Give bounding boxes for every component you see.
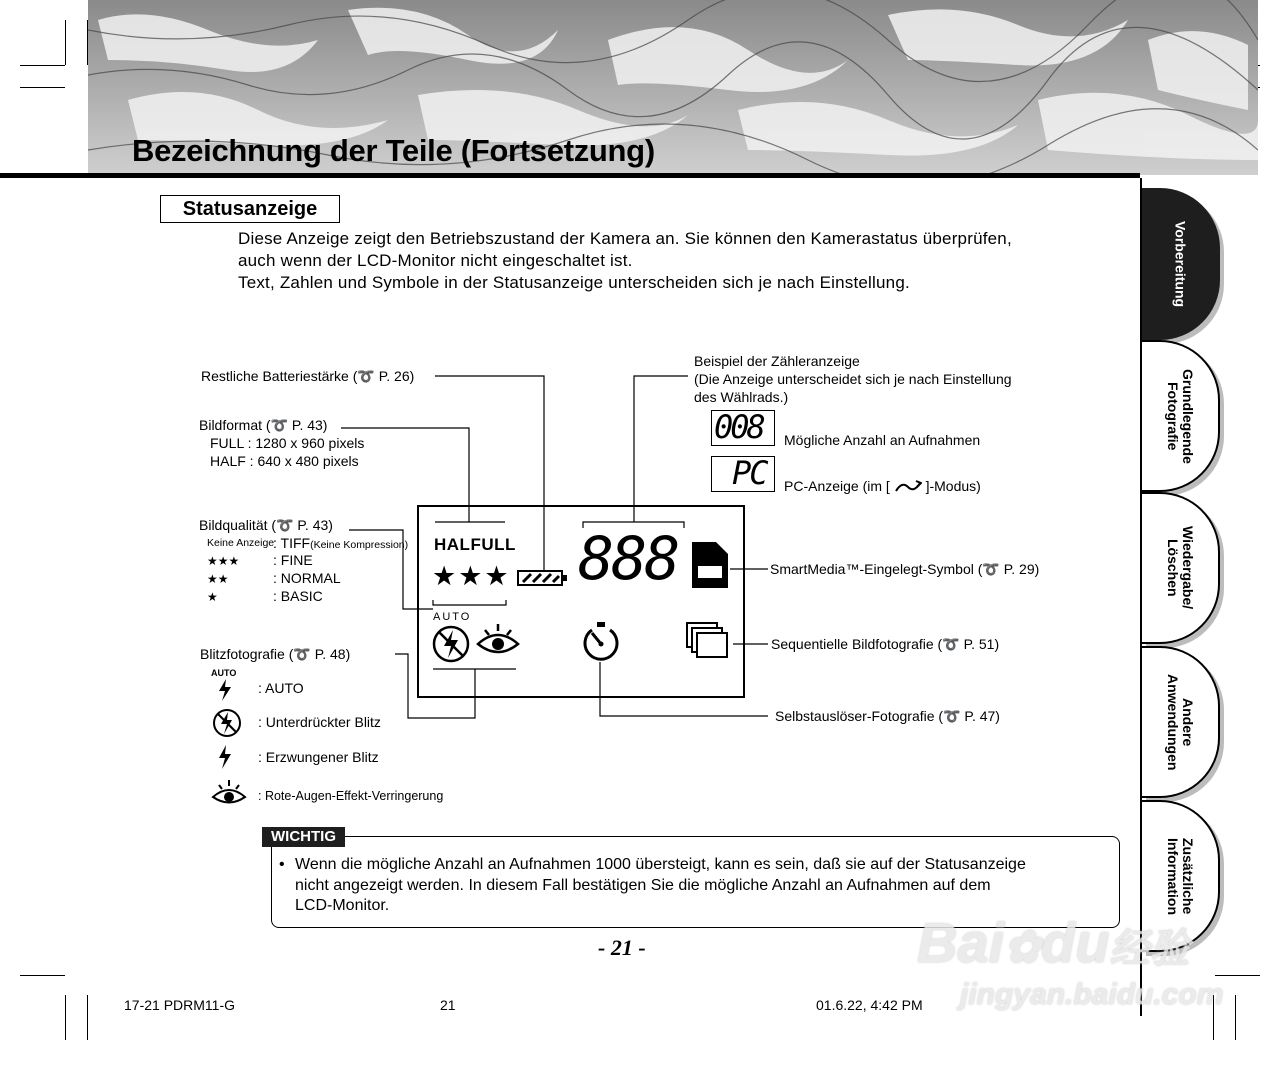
note-line: LCD-Monitor.: [295, 897, 390, 914]
format-half: HALF : 640 x 480 pixels: [210, 453, 359, 469]
flash-auto-small-label: AUTO: [211, 668, 237, 678]
flash-on-icon: [216, 744, 234, 770]
format-full: FULL : 1280 x 960 pixels: [210, 435, 365, 451]
watermark-logo-b: du: [1041, 911, 1110, 974]
note-bullet: •: [279, 856, 285, 873]
page-ref-arrow-icon: ➰: [293, 646, 311, 662]
pc-example-digits: PC: [732, 454, 767, 492]
counter-note: des Wählrads.): [694, 389, 789, 405]
bildqualitaet-label: [199, 517, 333, 533]
quality-2-key: ★★: [207, 572, 229, 586]
flash-auto-icon: [216, 678, 234, 702]
lcd-stars: ★★★: [432, 561, 511, 591]
smartmedia-ref: P. 29): [1003, 561, 1040, 577]
bildformat-text: Bildformat (: [199, 417, 271, 433]
blitz-label: [200, 646, 350, 662]
page-ref-arrow-icon: ➰: [982, 561, 1000, 577]
blitz-text: Blitzfotografie (: [200, 646, 294, 662]
selftimer-label: [775, 708, 1000, 724]
counter-title: Beispiel der Zähleranzeige: [694, 353, 860, 369]
footer-right: 01.6.22, 4:42 PM: [816, 997, 923, 1013]
battery-label: [201, 368, 414, 384]
page-ref-arrow-icon: ➰: [270, 417, 289, 433]
tab-label: Vorbereitung: [1172, 220, 1189, 308]
flash-off-icon: [431, 624, 471, 664]
red-eye-icon: [475, 620, 521, 660]
quality-3-key: ★★★: [207, 554, 240, 568]
flash-off-small-icon: [212, 708, 242, 738]
note-line: Wenn die mögliche Anzahl an Aufnahmen 1000 übersteigt, kann es sein, daß sie auf der Statusanzeige: [295, 856, 1026, 873]
smartmedia-text: SmartMedia™-Eingelegt-Symbol (: [770, 561, 983, 577]
battery-ref: P. 26): [378, 368, 415, 384]
pc-desc-a: PC-Anzeige (im [: [784, 478, 890, 494]
flash-auto-desc: : AUTO: [258, 680, 304, 696]
quality-3-val: : FINE: [273, 552, 313, 568]
counter-desc: Mögliche Anzahl an Aufnahmen: [784, 432, 981, 448]
red-eye-desc: : Rote-Augen-Effekt-Verringerung: [258, 789, 444, 803]
bildqualitaet-text: Bildqualität (: [199, 517, 277, 533]
intro-line: auch wenn der LCD-Monitor nicht eingeschaltet ist.: [238, 251, 633, 270]
battery-text: Restliche Batteriestärke (: [201, 368, 358, 384]
pc-desc-b: ]-Modus): [925, 478, 981, 494]
flash-on-desc: : Erzwungener Blitz: [258, 749, 379, 765]
watermark-logo-a: Bai: [917, 911, 1005, 974]
tab-label: Wiedergabe/ Löschen: [1165, 526, 1196, 610]
note-line: nicht angezeigt werden. In diesem Fall bestätigen Sie die mögliche Anzahl an Aufnahmen auf dem: [295, 876, 991, 894]
watermark-url: jingyan.baidu.com: [960, 978, 1224, 1011]
bildformat-label: [199, 417, 327, 433]
pc-mode-icon: [894, 480, 922, 494]
footer-left: 17-21 PDRM11-G: [124, 997, 236, 1013]
blitz-ref: P. 48): [314, 646, 351, 662]
watermark-logo: [917, 910, 1189, 975]
counter-note: (Die Anzeige unterscheidet sich je nach Einstellung: [694, 371, 1012, 387]
quality-1-val: : BASIC: [273, 588, 323, 604]
intro-line: Diese Anzeige zeigt den Betriebszustand der Kamera an. Sie können den Kamerastatus überprüfen,: [238, 229, 1012, 248]
quality-1-key: ★: [207, 590, 218, 604]
watermark-logo-c: 经验: [1109, 927, 1190, 971]
selftimer-ref: P. 47): [964, 708, 1000, 724]
lcd-halffull: HALFULL: [434, 535, 516, 554]
note-text: [295, 855, 1110, 917]
tab-label: Grundlegende Fotografie: [1165, 368, 1196, 464]
footer-center: 21: [440, 997, 456, 1013]
quality-2-val: : NORMAL: [273, 570, 341, 586]
sequential-text: Sequentielle Bildfotografie (: [771, 636, 943, 652]
lcd-auto-label: AUTO: [433, 611, 472, 623]
smartmedia-label: [770, 561, 1039, 577]
note-tag: WICHTIG: [262, 827, 345, 847]
tab-label: Andere Anwendungen: [1165, 673, 1196, 771]
paw-icon: ✿: [1004, 923, 1042, 972]
flash-off-desc: : Unterdrückter Blitz: [258, 714, 381, 730]
sequential-ref: P. 51): [963, 636, 1000, 652]
bildqualitaet-ref: P. 43): [297, 517, 333, 533]
lcd-digits: 888: [578, 524, 678, 594]
tab-label: Zusätzliche Information: [1165, 837, 1196, 915]
counter-example-digits: 008: [714, 408, 763, 446]
battery-icon: [517, 569, 569, 587]
page-number: - 21 -: [598, 935, 646, 960]
sequential-icon: [685, 621, 731, 661]
page-ref-arrow-icon: ➰: [943, 708, 961, 724]
quality-none-value: [273, 535, 408, 551]
pc-desc: [784, 478, 981, 494]
red-eye-small-icon: [211, 778, 247, 808]
selftimer-text: Selbstauslöser-Fotografie (: [775, 708, 944, 724]
intro-line: Text, Zahlen und Symbole in der Statusanzeige unterscheiden sich je nach Einstellung.: [238, 273, 910, 292]
page-title: Bezeichnung der Teile (Fortsetzung): [132, 133, 655, 168]
quality-none-val: : TIFF: [273, 535, 311, 551]
page-ref-arrow-icon: ➰: [942, 636, 960, 652]
page-ref-arrow-icon: ➰: [276, 517, 294, 533]
bildformat-ref: P. 43): [291, 417, 328, 433]
section-heading: Statusanzeige: [160, 195, 340, 223]
self-timer-icon: [580, 620, 622, 664]
smartmedia-icon: [690, 540, 730, 590]
quality-none-note: (Keine Kompression): [310, 539, 409, 551]
page-ref-arrow-icon: ➰: [357, 368, 375, 384]
quality-none-key: Keine Anzeige: [207, 537, 275, 549]
sequential-label: [771, 636, 999, 652]
